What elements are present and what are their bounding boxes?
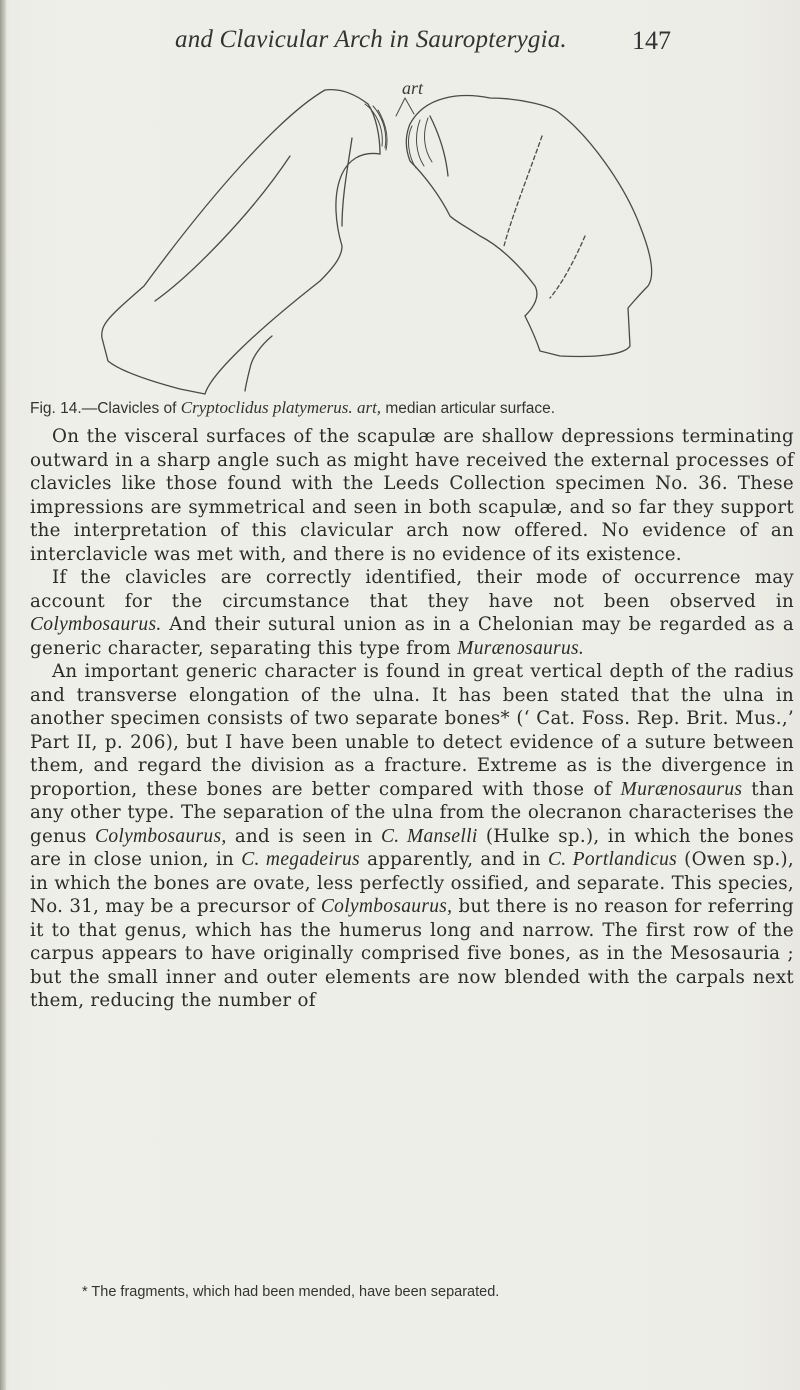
- paragraph-3-text-7: but there is no reason for referring it to that genus, which has the humerus long and narrow. The first row of the carpus appears to have originally comprised five bones, as in the Mesosauria ; but the small inner and outer elements are now blended with the carpals next them, reducing the number of: [30, 896, 794, 1011]
- paragraph-3: [30, 660, 794, 1013]
- paragraph-3-italic-1: Murænosaurus: [620, 778, 743, 800]
- figure-label-art: art: [402, 78, 424, 98]
- footnote: * The fragments, which had been mended, have been separated.: [82, 1284, 500, 1300]
- paragraph-3-text-1: An important generic character is found in great vertical depth of the radius and transverse elongation of the ulna. It has been stated that the ulna in another specimen consists of two separate bones* (‘ Cat. Foss. Rep. Brit. Mus.,’ Part II, p. 206), but I have been unable to detect evidence of a suture between them, and regard the division as a fracture. Extreme as is the divergence in proportion, these bones are better compared with those of: [30, 661, 794, 800]
- paragraph-3-text-6: (Owen sp.), in which the bones are ovate, less perfectly ossified, and separate. This species, No. 31, may be a precursor of: [30, 849, 795, 917]
- caption-art-term: art,: [356, 398, 382, 417]
- page-number: 147: [632, 26, 671, 55]
- paragraph-2-italic-2: Murænosaurus.: [457, 637, 585, 659]
- clavicles-illustration: [80, 76, 760, 396]
- paragraph-3-italic-6: Colymbosaurus,: [320, 896, 453, 917]
- running-head: [0, 20, 800, 60]
- paragraph-2-italic-1: Colymbosaurus.: [30, 614, 162, 635]
- caption-rest: median articular surface.: [381, 400, 556, 417]
- paragraph-3-italic-5: C. Portlandicus: [547, 849, 678, 870]
- paragraph-3-italic-2: Colymbosaurus,: [95, 825, 227, 847]
- caption-species: Cryptoclidus platymerus.: [180, 398, 353, 417]
- left-clavicle-edge: [342, 138, 352, 226]
- paragraph-2-text-2: And their sutural union as in a Chelonian may be regarded as a generic character, separating this type from: [30, 614, 794, 659]
- left-clavicle-inner-edge: [155, 156, 290, 301]
- paragraph-1: [30, 425, 794, 566]
- body-text: [30, 425, 794, 1013]
- paragraph-3-text-2: than any other type. The separation of the ulna from the olecranon characterises the genus: [30, 778, 794, 847]
- paragraph-1-text: On the visceral surfaces of the scapulæ are shallow depressions terminating outward in a sharp angle such as might have received the external processes of clavicles like those found with the Leeds Collection specimen No. 36. These impressions are symmetrical and seen in both scapulæ, and so far they support the interpretation of this clavicular arch now offered. No evidence of an interclavicle was met with, and there is no evidence of its existence.: [30, 426, 794, 565]
- paragraph-2-text-1: If the clavicles are correctly identified, their mode of occurrence may account for the circumstance that they have not been observed in: [30, 567, 794, 612]
- figure-caption: [30, 398, 790, 418]
- paragraph-3-text-4: (Hulke sp.), in which the bones are in close union, in: [30, 825, 794, 870]
- caption-fig: Fig. 14.—Clavicles of: [30, 400, 181, 417]
- paragraph-3-text-5: apparently, and in: [359, 849, 548, 870]
- left-clavicle-outline: [102, 90, 380, 394]
- right-clavicle-outline: [406, 96, 651, 357]
- paragraph-3-text-3: and is seen in: [226, 825, 381, 847]
- paragraph-2: [30, 566, 794, 660]
- paragraph-3-italic-4: C. megadeirus: [241, 849, 360, 870]
- running-title: and Clavicular Arch in Sauropterygia.: [175, 26, 567, 53]
- figure-clavicles: [80, 76, 760, 396]
- paragraph-3-italic-3: C. Manselli: [380, 825, 478, 847]
- book-spine-edge: [0, 0, 6, 1390]
